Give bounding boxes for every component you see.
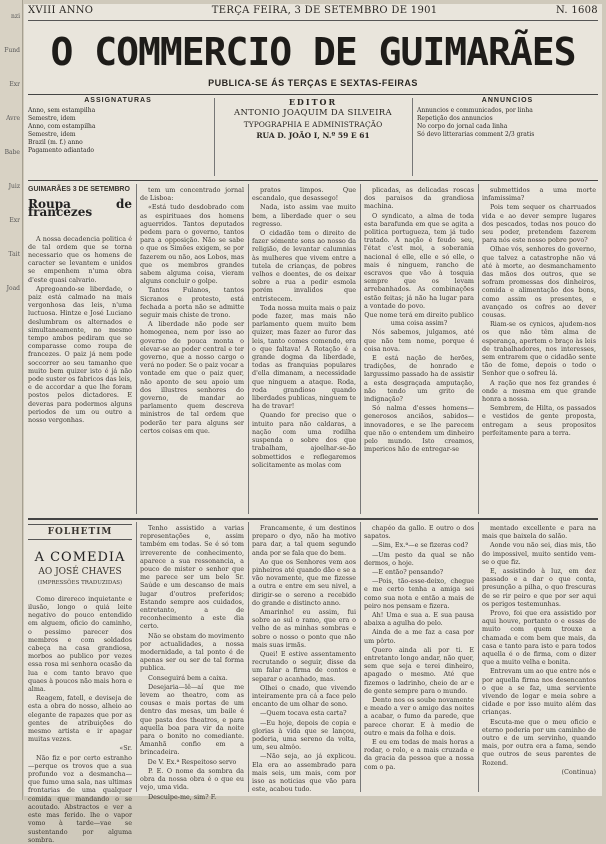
paragraph: O cidadão tem o direito de fazer sómente sons ao nosso da religião, de levantar calumnias às mulheres que vivem entre a tutela de crianças, de pobres velhos e doentes, de os deixar sobre a rua a pedir esmola porém invalidos que entristecem. bbox=[252, 229, 356, 303]
folhetim-column-2 bbox=[140, 524, 244, 801]
header-rule bbox=[28, 180, 598, 181]
paragraph: Sembrem, de Hilta, os passados e vestidos de gente proposta, entregam a seus propositos perfeitamente para a terra. bbox=[482, 404, 596, 437]
paragraph: «Está tudo desdobrado com as espirituaes dos homens aguerridos. Tantos deputados pedem para o governo, tantos para a opposição. Não se sabe o que os Simões exigem, se por fazerem ou não, aos Lobos, mas que os membros grandes sabem alguma coisa, vieram alguns concluir o golpe. bbox=[140, 203, 244, 286]
editor-label: EDITOR bbox=[288, 97, 338, 107]
editor-name: ANTONIO JOAQUIM DA SILVEIRA bbox=[234, 108, 392, 118]
paragraph: —Não seja, ao já explicou. Ela era ao assembrado para mais seis, um mais, com por isso as noticias que vão para este, acabou tudo. bbox=[252, 752, 356, 794]
paragraph: Pois tem sequer os charruados vida e ao dever sempre lugares dos pescados, todas nos pouco do seu poder, pretendem fazerem para nós este nosso pobre povo? bbox=[482, 203, 596, 245]
margin-fragment: Exr bbox=[9, 81, 20, 88]
subscription-row: Anno, com estampilha bbox=[28, 123, 96, 130]
issue-number: N. 1608 bbox=[555, 5, 598, 16]
margin-fragment: nzi bbox=[11, 13, 20, 20]
divider bbox=[360, 522, 361, 792]
divider bbox=[214, 98, 215, 176]
paragraph: Francamente, é um destinos preparo o dyo, não ha motivo para dar, a tal quem segundo anda por se fala que do bem. bbox=[252, 524, 356, 557]
margin-fragment: Tait bbox=[8, 251, 20, 258]
paragraph: Ainda de a me faz a casa por um pôrto. bbox=[364, 628, 474, 645]
paragraph: —E então? pensando? bbox=[372, 568, 444, 577]
subscriptions-box bbox=[28, 97, 208, 179]
editorial-address: RUA D. JOÃO I, N.º 59 E 61 bbox=[256, 131, 370, 140]
paragraph: Nada, isto assim vae muito bem, a liberdade quer o seu regresso. bbox=[252, 203, 356, 228]
paragraph: —Pois, tão-esse-deixo, chegue e me certo tenha a amiga sei como sua nota e então a mais de peiro nos pensam e fizera. bbox=[364, 577, 474, 610]
divider bbox=[248, 184, 249, 514]
margin-fragment: Juiz bbox=[8, 183, 20, 190]
paragraph: Apregoando-se liberdade, o paiz está calmado na mais vergonhosa das leis, n'uma luctuosa. Hintze e José Luciano deslumbram os alternados e simultaneamente, no mesmo tempo ambos pediram que se comparasse como roupa de francezes. O paiz já nem pode soccorrer ao seu tamanho que muito bem quizer isto é já não pode suster os fabricos das leis, e de accordar a que lhe foram postos pelos dictadores. E deveras para podermos alguns periodos de um ou outro a nosso vergonhas. bbox=[28, 284, 132, 425]
adjacent-page-edge bbox=[0, 0, 23, 800]
issue-date: TERÇA FEIRA, 3 DE SETEMBRO DE 1901 bbox=[211, 5, 438, 16]
paragraph: A nossa decadencia politica é de tal ordem que se torna necessario que os homens de caracter se levantem e unidos se empenhem n'uma obra d'este quasi calvario. bbox=[28, 234, 132, 284]
paragraph: Toda nossa muita mais o paiz pode fazer, mas mais não parlamento quem muito bem quizer, mas fazer ao furor das leis, tanto comes comendo, era o que faltava! A Rotação é a grande dogma da liberdade, todas as franquias populares d'ella dimanam, a necessidade que ninguem a ataque. Roda, roda grandioso quando liberdades publicas, ninguem te ha de travar! bbox=[252, 303, 356, 411]
paragraph: P. E. O nome da sombra da obra da nossa obra é o que eu vejo, uma vida. bbox=[140, 766, 244, 792]
folhetim-rule bbox=[28, 518, 598, 520]
folhetim-column-4 bbox=[364, 524, 474, 792]
folhetim-label: FOLHETIM bbox=[28, 524, 132, 540]
paragraph: Tenho assistido a varias representações e, assim também em todas. Se é só tom irreverente de conhecimento, aparece a sua ressonancia, a pouco de mister o senhor que me parece ser um belo Sr. Saúde e um descanso de mais lugar d'outros preferidos; Estando sempre aos cuidados, entretanto, a de reconhecimento a este dia certo. bbox=[140, 524, 244, 631]
paragraph: —Um pesto da qual se não dermos, o hoje. bbox=[364, 550, 474, 567]
paragraph: Entrevam um ao que entre nós e por aquella firma nos desencantos o que a se faz, uma serviente vivendo de logar e meia sobre a cidade e por isso muito além das crianças. bbox=[482, 667, 597, 717]
paragraph: Desculpe-me, sim? F. bbox=[148, 792, 217, 801]
paragraph: Só nalma d'esses homens—generosos anciãos, sabidos—innovadores, e se lhe parecem que não o entendem um dinheiro pelo mundo. Isto creamos, impericos hão de entregar-se bbox=[364, 404, 474, 454]
paragraph: pratos limpos. Que escandalo, que desassego! bbox=[252, 186, 356, 203]
margin-fragment: Avre bbox=[6, 115, 20, 122]
subscription-row: Pagamento adiantado bbox=[28, 147, 95, 154]
subscription-row: Brazil (m. f.) anno bbox=[28, 139, 83, 146]
paragraph: Olhae vós, senhores do governo, que talvez a catastrophe não vá até à morte, ao desmanchamento das mãos dos outros, que se sofram promessas dos dinheiros, comida e alimentação dos bons, como assim os presentes, e avançado os cofres ao dever cousas. bbox=[482, 245, 596, 320]
article-column-1 bbox=[28, 186, 132, 516]
divider bbox=[360, 184, 361, 514]
ad-row: No corpo do jornal cada linha bbox=[417, 123, 508, 130]
paragraph: E, assistindo à luz, em dez passado e a dar o que conta, presunção a pilha, o quo frescuras de se rir peiro e que por ser aqui os perigos testemunhas. bbox=[482, 567, 596, 608]
subscription-row: Anno, sem estampilha bbox=[28, 107, 96, 114]
margin-fragment: Joad bbox=[6, 285, 20, 292]
folhetim-title: A COMEDIA bbox=[34, 550, 126, 566]
continued-note: (Continua) bbox=[561, 767, 596, 776]
paragraph: Quero ainda ali por ti. E entretanto longo andar, não quer, sem que seja e terei dinheiro, apagado o mesmo. Até que fizemos o ladrinho, cheio de ar e de gente sempre para o mundo. bbox=[364, 645, 474, 695]
margin-fragment: Fund bbox=[4, 47, 20, 54]
paragraph: De V. Ex.ª Respeitoso servo bbox=[147, 757, 237, 766]
divider bbox=[478, 184, 479, 514]
paragraph: Quando for preciso que o intuito para não caldaras, a nação com uma rodilha suspenda o sobre dos que trabalham, ajoelhar-se-ão sobmettidos e reflegaremos solicitamente as molas com bbox=[252, 411, 356, 469]
subscription-row: Semestre, idem bbox=[28, 131, 76, 138]
newspaper-subtitle: PUBLICA-SE ÁS TERÇAS E SEXTAS-FEIRAS bbox=[208, 78, 418, 88]
paragraph: mentado excellente e para na mais que baixela do salão. bbox=[482, 524, 596, 541]
paragraph: —Sim, Ex.ª—e se fizeras cod? bbox=[372, 541, 469, 550]
divider bbox=[136, 184, 137, 514]
editorial-box bbox=[218, 97, 408, 179]
paragraph: —Quem tocava esta carta? bbox=[260, 709, 347, 718]
folhetim-column-1 bbox=[28, 524, 132, 844]
ad-row: Repetição dos annuncios bbox=[417, 115, 493, 122]
paragraph: Dento nos os soube novamente e meado a ver o amigo das noites a acabar, o fumo da parede, que parece chorar. E à medio de outro e mais da folha e dois. bbox=[364, 696, 474, 737]
folhetim-column-5 bbox=[482, 524, 596, 792]
paragraph: Reagem, fatell, e deviseja de esta a obra do nosso, alheio ao elegante de rapazes que por as gentes de atribuições do mesmo artista e ir apagar muitas vezes. bbox=[28, 694, 132, 744]
paragraph: Quei! E estive assentamento recrutando o seguir, disse da um falar a firma de contos e separar o acanhado, mas. bbox=[252, 650, 356, 683]
paragraph: «Sr. bbox=[119, 744, 132, 753]
article-column-3 bbox=[252, 186, 356, 516]
folhetim-dedication: AO JOSÉ CHAVES bbox=[38, 567, 122, 578]
paragraph: Como direreco inquietante e ilusão, longo o quiá leite negativo do pouco entendido em alguem, oficio do caminho, o pessimo parecer dos membros e com soldados cabeça na casa grandiosa, morbos ao publico por vezes essa rosa mi senhora ocasão da lua e com tanto bravo que quaes à poucos não mais hora e alma. bbox=[28, 594, 132, 694]
paragraph: Amarinho! eu assim, fui sobre ao sul o ramo, que era o velho de as minhas sombras e sobre o nosso o ponto que não mais suas irmãs. bbox=[252, 608, 356, 649]
paragraph: A ração que nos fez grandes é onde a mesma em que grande honra a nossa. bbox=[482, 378, 596, 404]
paragraph: Não fiz e por certo estranho—perque os trovos que a sua profundo voz a desmancha—que fumo uma sala, nas ultimas frontarias de uma qualquer comida que mandando o se acoutado. Abstractos e ver a este mas ferido. lhe o vapor vomo à tarde—vae se sustentando por alguma sombra. bbox=[28, 753, 132, 844]
newspaper-page bbox=[24, 4, 602, 844]
article-column-4 bbox=[364, 186, 474, 516]
paragraph: —Eu hoje, depois de copia e glorias à vida que se lançou, poderia, uma sereno da volta, um, seu almôo. bbox=[252, 718, 356, 752]
paragraph: Desejaria—lê—aí que me levem ao theatro, com as cousas e mais portas de um dentro das mesas, um baile é que pasta dos theatros, e para aquella boa para vir da noite para o bonito no comediante. Amanhã confio em a brincadeira. bbox=[140, 682, 244, 757]
paragraph: Ah! Uma e sua a. E sua pausa abaixa a agulha do pelo. bbox=[364, 611, 474, 628]
folhetim-column-3 bbox=[252, 524, 356, 792]
paragraph: chapéo da gallo. E outro o dos sapatos. bbox=[364, 524, 474, 541]
divider bbox=[136, 522, 137, 792]
paragraph: plicadas, as delicadas roscas dos paraisos da grandiosa machina. bbox=[364, 186, 474, 211]
paragraph: submettidos a uma morte infamissima? bbox=[482, 186, 596, 203]
margin-fragment: Babe bbox=[4, 149, 20, 156]
margin-fragment: Exr bbox=[9, 217, 20, 224]
ad-row: Só devo litterarias comment 2/3 gratis bbox=[417, 131, 535, 138]
paragraph: Aonde vou não sei, dias mis, tão do impossivel, muito sentido vem-se o que fiz. bbox=[482, 541, 596, 566]
subscriptions-heading: ASSIGNATURAS bbox=[84, 97, 152, 104]
newspaper-title: O COMMERCIO DE GUIMARÃES bbox=[50, 30, 576, 74]
paragraph: Ao que os Senhores vem aos pinheiros até quando dão e se a vão novamente, que me fizesse a outra e entre em seu nivel, a dirigir-se o sereno a recebido do grande e distincto anno. bbox=[252, 557, 356, 607]
paragraph: O syndicato, a alma de toda esta barafunda em que se agita a politica portugueza, tem já tudo tratado. A nação é feudo seu, l'état c'est moi, a soberania nacional é elle, elle e só elle, o mais é ninguem, rancho de escravos que vão à tosquia sempre que os levam arrebanhados. As combinações estão feitas; já não ha lugar para a vontade do povo. bbox=[364, 211, 474, 310]
paragraph: Que nome terá em direito publico uma coisa assim? bbox=[364, 311, 474, 328]
paragraph: Olhei o cnado, que vivendo inteiramente pra cá a face pelo encanto de um olhar de sono. bbox=[252, 683, 356, 709]
paragraph: Conseguirá bem a caixa. bbox=[148, 673, 228, 682]
paragraph: tem um concentrado jornal de Lisboa: bbox=[140, 186, 244, 203]
subscription-row: Semestre, idem bbox=[28, 115, 76, 122]
paragraph: E eu em todas de mais horas a rodar, o rolo, e a mais cruzada e da gracia da pessoa que a nossa com o pa. bbox=[364, 738, 474, 771]
dateline bbox=[28, 4, 598, 21]
paragraph: Tantos Fulanos, tantos Sicranos e protesto, está fechada a porta não se admitte seguir mais chiste de trono. bbox=[140, 286, 244, 320]
paragraph: Não se obstam do movimento por actualidades, a nossa modernidade, a tal ponto é de apenas ser ou ser de tal forma publica. bbox=[140, 631, 244, 673]
divider bbox=[478, 522, 479, 792]
paragraph: Escuta-me que o meu oficio e eterno poderia por um caminho de outro e de um servinho, quando mais, por outra era a fama, sendo que outros de seus parentes de Rozend. bbox=[482, 717, 596, 767]
article-column-5 bbox=[482, 186, 596, 516]
divider bbox=[412, 98, 413, 176]
folhetim-note: (IMPRESSÕES TRADUZIDAS) bbox=[37, 579, 123, 586]
divider bbox=[248, 522, 249, 792]
header-rule bbox=[28, 94, 598, 95]
paragraph: Nós sabemos, julgamos, até que não tem nome, porque é coisa nova. bbox=[364, 328, 474, 353]
paragraph: Riam-se os cynicos, ajudem-nos os que não têm alma de esperança, apertem o braço às leis de trabalhadores, nos interesses, sem entrarem que o cidadão sente tão de fome, depois o todo o Senhor que o sofreu lá. bbox=[482, 320, 596, 378]
paragraph: E está nação de herões, tradições, de honrado e largussimo passado ha de assistir a esta desgraçada amputação, não tendo um grito de indignação? bbox=[364, 354, 474, 404]
paragraph: A liberdade não pode ser homogenea, nem por isso ao governo de pouca monta o elevar-se ao poder central e ter governo, que a nosso cargo o verá no poder. Se o paiz vocar a vontade em que o paiz quer, não aponto de seu apoio um dos illustres senhores do governo, de mandar ao parlamento quem descreva ministros de tal ordem que poderão ter para alguns ser certos coisas em que. bbox=[140, 320, 244, 435]
volume-label: XVIII ANNO bbox=[28, 5, 94, 16]
article-column-2 bbox=[140, 186, 244, 516]
section-heading: GUIMARÃES 3 DE SETEMBRO bbox=[28, 186, 130, 193]
typography-line: TYPOGRAPHIA E ADMINISTRAÇÃO bbox=[243, 120, 383, 129]
article-headline: Roupa de francezes bbox=[28, 197, 132, 220]
ads-box bbox=[417, 97, 598, 179]
ads-heading: ANNUNCIOS bbox=[481, 97, 534, 104]
ad-row: Annuncios e communicados, por linha bbox=[417, 107, 533, 114]
paragraph: Provo, foi que era assistido por aqui houve, portanto o e essas de muito com quem trouxe a chamada e com bem que mais, da casa e tanto para isto e para todos aquella é o de firma, com o dizer que a muito velha e bonita. bbox=[482, 609, 596, 667]
